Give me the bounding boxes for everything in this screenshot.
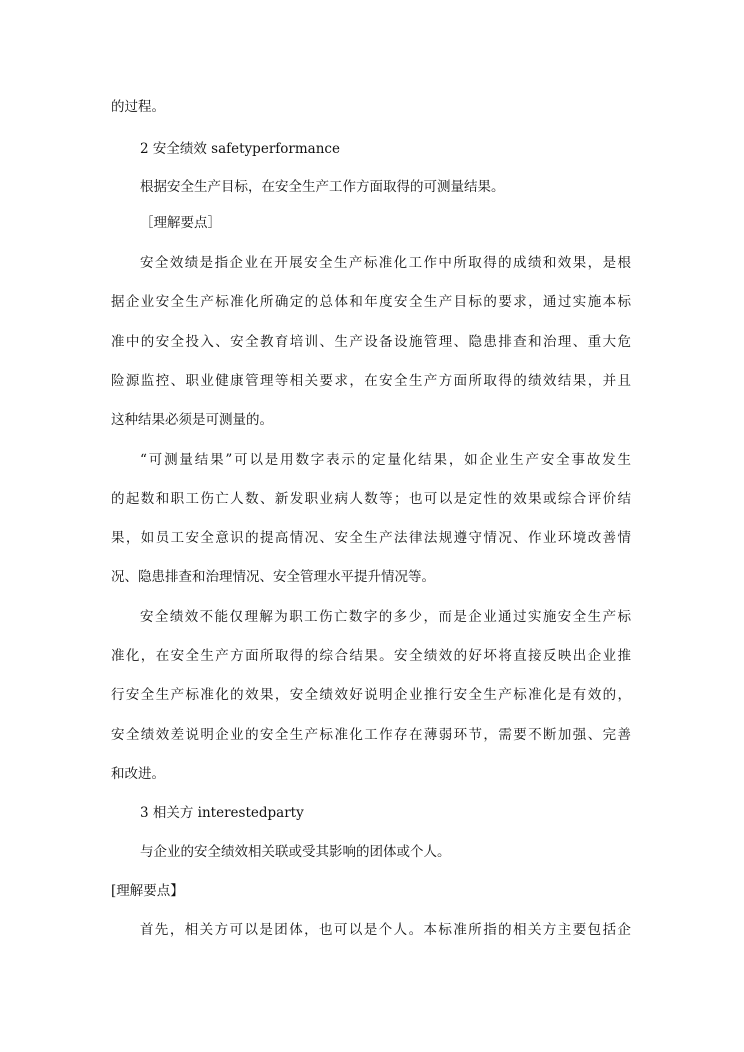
- text-line: 险源监控、职业健康管理等相关要求，在安全生产方面所取得的绩效结果，并且: [111, 373, 631, 389]
- text-line: 准中的安全投入、安全教育培训、生产设备设施管理、隐患排查和治理、重大危: [111, 334, 631, 350]
- text-line: 这种结果必须是可测量的。: [111, 412, 273, 428]
- subheading: [理解要点】: [111, 883, 184, 899]
- subheading: ［理解要点］: [140, 215, 221, 231]
- section-heading: 2 安全绩效 safetyperformance: [140, 141, 340, 157]
- text-line: 的起数和职工伤亡人数、新发职业病人数等；也可以是定性的效果或综合评价结: [111, 491, 631, 507]
- section-heading: 3 相关方 interestedparty: [140, 805, 304, 821]
- text-line: 安全效绩是指企业在开展安全生产标准化工作中所取得的成绩和效果，是根: [140, 255, 631, 271]
- text-line: 安全绩效差说明企业的安全生产标准化工作存在薄弱环节，需要不断加强、完善: [111, 727, 631, 743]
- text-line: 行安全生产标准化的效果，安全绩效好说明企业推行安全生产标准化是有效的，: [111, 687, 631, 703]
- text-line: 和改进。: [111, 766, 165, 782]
- text-line: 况、隐患排查和治理情况、安全管理水平提升情况等。: [111, 569, 435, 585]
- text-line: 安全绩效不能仅理解为职工伤亡数字的多少，而是企业通过实施安全生产标: [140, 609, 631, 625]
- text-line: 据企业安全生产标准化所确定的总体和年度安全生产目标的要求，通过实施本标: [111, 294, 631, 310]
- definition-text: 与企业的安全绩效相关联或受其影响的团体或个人。: [140, 844, 451, 860]
- text-line: 的过程。: [111, 99, 165, 115]
- text-line: “可测量结果”可以是用数字表示的定量化结果，如企业生产安全事故发生: [140, 452, 631, 468]
- definition-text: 根据安全生产目标，在安全生产工作方面取得的可测量结果。: [140, 179, 505, 195]
- text-line: 准化，在安全生产方面所取得的综合结果。安全绩效的好坏将直接反映出企业推: [111, 648, 631, 664]
- text-line: 果，如员工安全意识的提高情况、安全生产法律法规遵守情况、作业环境改善情: [111, 530, 631, 546]
- text-line: 首先，相关方可以是团体，也可以是个人。本标准所指的相关方主要包括企: [140, 922, 631, 938]
